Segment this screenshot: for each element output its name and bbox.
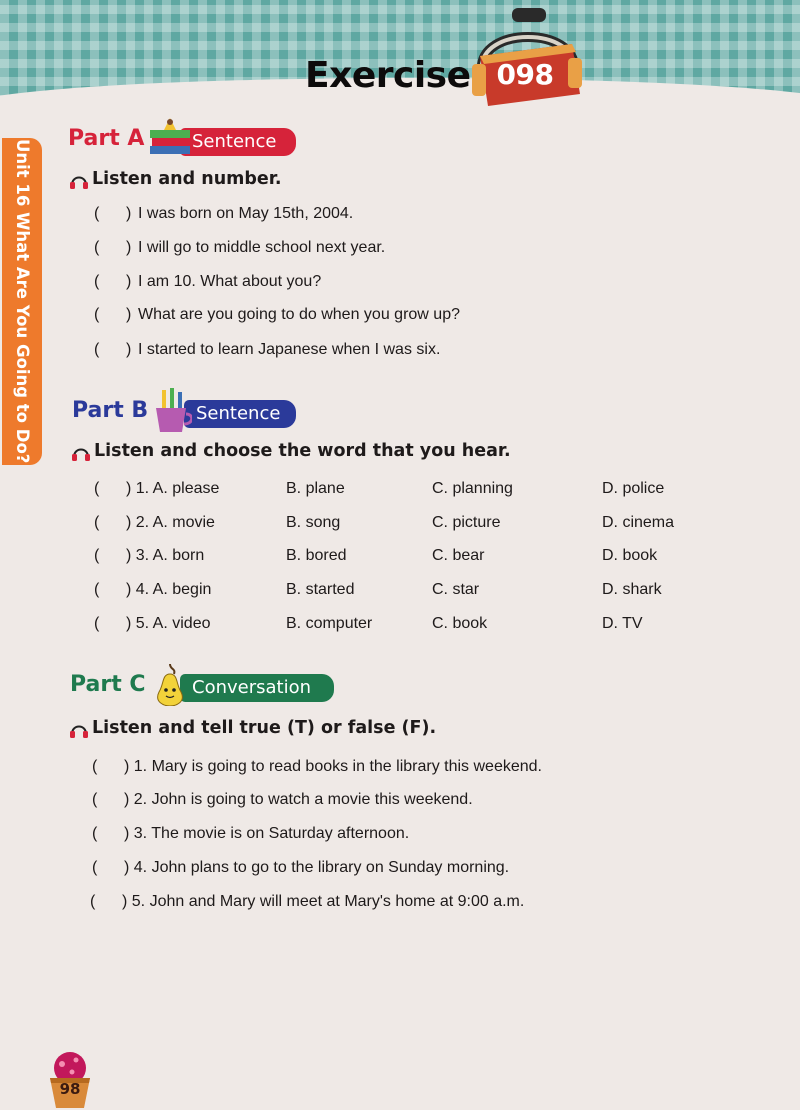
headphones-small-icon	[70, 173, 88, 189]
part-c-heading	[70, 672, 340, 706]
part-a-instruction	[70, 169, 370, 195]
exercise-number: 098	[496, 58, 554, 91]
list-item	[94, 514, 694, 536]
item-text: I started to learn Japanese when I was six.	[138, 341, 441, 358]
item-text: ) 2. John is going to watch a movie this weekend.	[124, 791, 473, 808]
answer-blank-open[interactable]: (	[94, 581, 100, 598]
answer-blank-open[interactable]: (	[94, 547, 100, 564]
answer-blank-open[interactable]: (	[94, 514, 100, 531]
part-b-heading	[72, 398, 302, 432]
answer-blank-open[interactable]: (	[94, 480, 100, 497]
item-text: ) 4. John plans to go to the library on Sunday morning.	[124, 859, 510, 876]
option-d: D. police	[602, 480, 665, 497]
option-a: ) 1. A. please	[126, 480, 220, 497]
part-a-label: Sentence	[180, 128, 296, 156]
pear-character-icon	[154, 662, 186, 706]
option-c: C. picture	[432, 514, 501, 531]
answer-blank-close: )	[126, 306, 132, 323]
pencil-cup-icon	[152, 388, 192, 434]
answer-blank-open[interactable]: (	[92, 791, 98, 808]
option-b: B. bored	[286, 547, 347, 564]
answer-blank-open[interactable]: (	[94, 615, 100, 632]
item-text: I will go to middle school next year.	[138, 239, 386, 256]
answer-blank-close: )	[126, 205, 132, 222]
answer-blank-close: )	[126, 273, 132, 290]
answer-blank-open[interactable]: (	[94, 205, 100, 222]
option-a: ) 5. A. video	[126, 615, 211, 632]
answer-blank-open[interactable]: (	[92, 825, 98, 842]
item-text: I am 10. What about you?	[138, 273, 322, 290]
part-b-label: Sentence	[184, 400, 296, 428]
option-d: D. shark	[602, 581, 662, 598]
part-b-instruction	[72, 441, 512, 467]
list-item	[94, 480, 694, 502]
option-c: C. star	[432, 581, 480, 598]
part-b-letter: Part B	[72, 398, 149, 423]
list-item	[94, 547, 694, 569]
side-tab-label: Unit 16 What Are You Going to Do?	[13, 139, 32, 464]
option-a: ) 2. A. movie	[126, 514, 215, 531]
option-c: C. planning	[432, 480, 513, 497]
part-c-instruction	[70, 718, 450, 744]
answer-blank-open[interactable]: (	[94, 239, 100, 256]
item-text: ) 1. Mary is going to read books in the library this weekend.	[124, 758, 542, 775]
list-item	[94, 615, 694, 637]
option-d: D. book	[602, 547, 658, 564]
item-text: ) 5. John and Mary will meet at Mary's home at 9:00 a.m.	[122, 893, 525, 910]
part-c-label: Conversation	[180, 674, 334, 702]
answer-blank-close: )	[126, 239, 132, 256]
item-text: I was born on May 15th, 2004.	[138, 205, 354, 222]
headphones-small-icon	[70, 722, 88, 738]
part-a-heading	[68, 126, 298, 160]
option-b: B. computer	[286, 615, 373, 632]
cupcake-icon	[46, 1050, 94, 1108]
answer-blank-open[interactable]: (	[94, 306, 100, 323]
page-number: 98	[59, 1080, 81, 1098]
part-a-instruction-text: Listen and number.	[92, 169, 282, 189]
answer-blank-open[interactable]: (	[94, 341, 100, 358]
option-c: C. bear	[432, 547, 485, 564]
answer-blank-close: )	[126, 341, 132, 358]
part-c-instruction-text: Listen and tell true (T) or false (F).	[92, 718, 437, 738]
headphones-small-icon	[72, 445, 90, 461]
exercise-title: Exercise	[305, 55, 471, 96]
option-b: B. song	[286, 514, 341, 531]
answer-blank-open[interactable]: (	[92, 859, 98, 876]
answer-blank-open[interactable]: (	[94, 273, 100, 290]
part-a-letter: Part A	[68, 126, 145, 151]
books-icon	[148, 116, 194, 160]
option-b: B. plane	[286, 480, 345, 497]
option-d: D. TV	[602, 615, 643, 632]
part-c-letter: Part C	[70, 672, 146, 697]
option-c: C. book	[432, 615, 488, 632]
option-a: ) 4. A. begin	[126, 581, 212, 598]
option-b: B. started	[286, 581, 355, 598]
option-a: ) 3. A. born	[126, 547, 205, 564]
item-text: ) 3. The movie is on Saturday afternoon.	[124, 825, 410, 842]
item-text: What are you going to do when you grow up?	[138, 306, 460, 323]
option-d: D. cinema	[602, 514, 675, 531]
part-b-instruction-text: Listen and choose the word that you hear.	[94, 441, 511, 461]
list-item	[94, 581, 694, 603]
answer-blank-open[interactable]: (	[92, 758, 98, 775]
answer-blank-open[interactable]: (	[90, 893, 96, 910]
